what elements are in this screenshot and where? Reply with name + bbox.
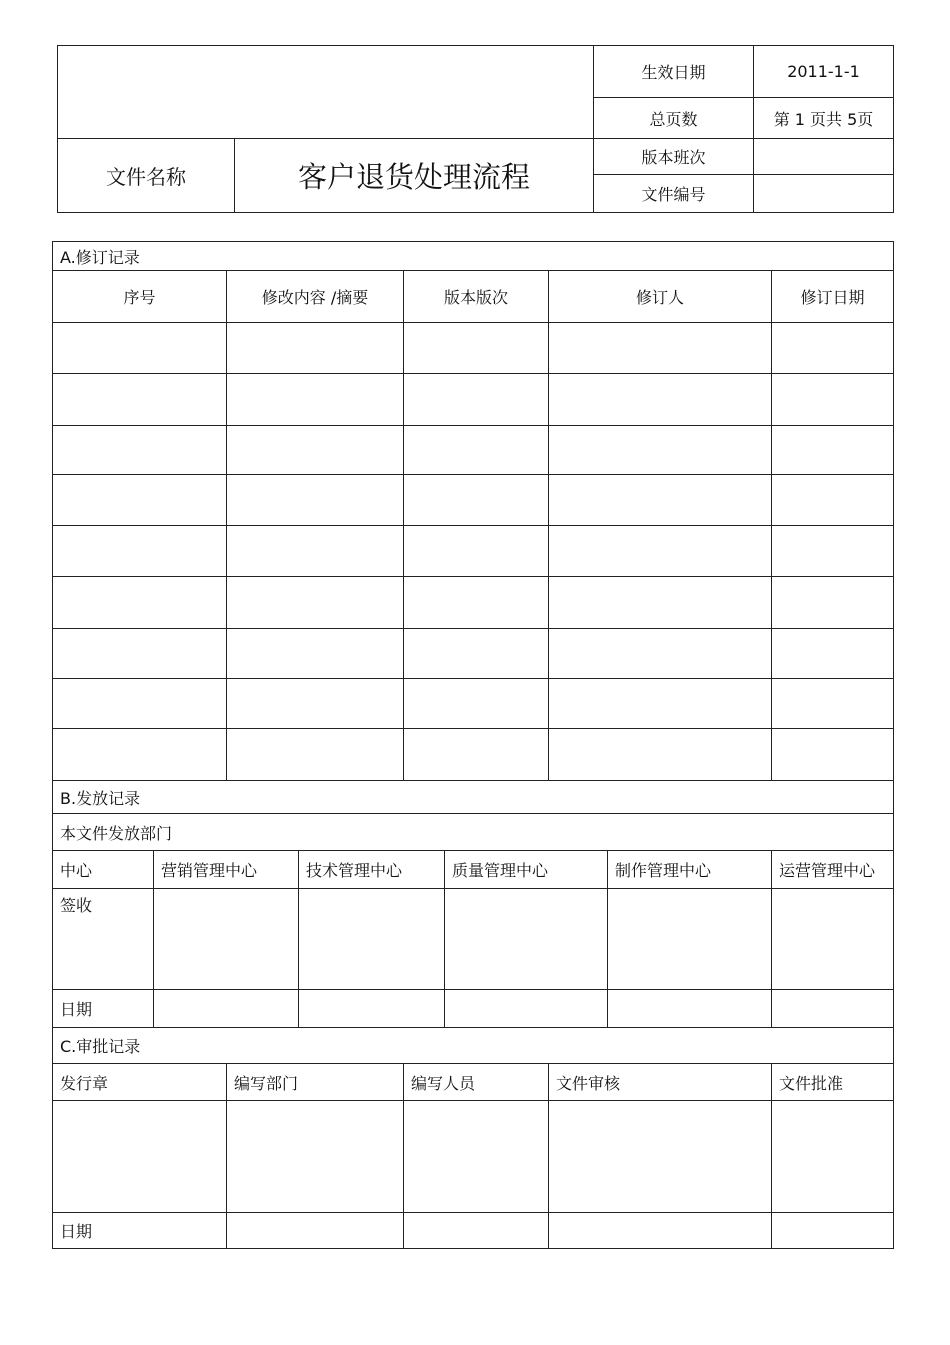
table-row bbox=[53, 374, 894, 426]
revision-cell[interactable] bbox=[772, 323, 894, 374]
revision-cell[interactable] bbox=[549, 426, 772, 475]
revision-cell[interactable] bbox=[53, 577, 227, 629]
date-cell[interactable] bbox=[154, 990, 299, 1028]
revision-cell[interactable] bbox=[227, 629, 404, 679]
revision-cell[interactable] bbox=[404, 577, 549, 629]
sign-label: 签收 bbox=[53, 889, 154, 990]
revision-cell[interactable] bbox=[227, 679, 404, 729]
approval-date-cell[interactable] bbox=[404, 1213, 549, 1249]
table-row bbox=[53, 577, 894, 629]
table-row bbox=[53, 729, 894, 781]
approval-cell[interactable] bbox=[227, 1101, 404, 1213]
file-name-label: 文件名称 bbox=[58, 139, 235, 213]
revision-cell[interactable] bbox=[772, 426, 894, 475]
revision-col-no: 序号 bbox=[53, 271, 227, 323]
revision-cell[interactable] bbox=[53, 426, 227, 475]
distribution-subtitle: 本文件发放部门 bbox=[53, 814, 894, 851]
distribution-sign-row bbox=[53, 889, 894, 990]
total-pages-value: 第 1 页共 5页 bbox=[754, 98, 894, 139]
effective-date-label: 生效日期 bbox=[594, 46, 754, 98]
revision-cell[interactable] bbox=[549, 729, 772, 781]
distribution-date-label: 日期 bbox=[53, 990, 154, 1028]
revision-cell[interactable] bbox=[404, 679, 549, 729]
approval-col-dept: 编写部门 bbox=[227, 1064, 404, 1101]
revision-cell[interactable] bbox=[549, 679, 772, 729]
revision-cell[interactable] bbox=[404, 323, 549, 374]
revision-cell[interactable] bbox=[53, 475, 227, 526]
approval-date-cell[interactable] bbox=[772, 1213, 894, 1249]
revision-cell[interactable] bbox=[549, 526, 772, 577]
sign-cell[interactable] bbox=[772, 889, 894, 990]
dept-technology: 技术管理中心 bbox=[299, 851, 445, 889]
table-row bbox=[53, 629, 894, 679]
revision-cell[interactable] bbox=[549, 475, 772, 526]
approval-section-title: C.审批记录 bbox=[53, 1028, 894, 1064]
revision-cell[interactable] bbox=[227, 475, 404, 526]
revision-col-date: 修订日期 bbox=[772, 271, 894, 323]
revision-cell[interactable] bbox=[404, 374, 549, 426]
sign-cell[interactable] bbox=[299, 889, 445, 990]
dept-production: 制作管理中心 bbox=[608, 851, 772, 889]
revision-col-version: 版本版次 bbox=[404, 271, 549, 323]
center-label: 中心 bbox=[53, 851, 154, 889]
date-cell[interactable] bbox=[772, 990, 894, 1028]
revision-header-row bbox=[53, 271, 894, 323]
sign-cell[interactable] bbox=[608, 889, 772, 990]
doc-number-value bbox=[754, 175, 894, 213]
approval-cell[interactable] bbox=[772, 1101, 894, 1213]
revision-cell[interactable] bbox=[772, 475, 894, 526]
revision-cell[interactable] bbox=[772, 577, 894, 629]
records-table bbox=[52, 241, 894, 1249]
approval-col-approve: 文件批准 bbox=[772, 1064, 894, 1101]
revision-cell[interactable] bbox=[772, 679, 894, 729]
date-cell[interactable] bbox=[445, 990, 608, 1028]
total-pages-label: 总页数 bbox=[594, 98, 754, 139]
revision-cell[interactable] bbox=[772, 526, 894, 577]
doc-number-label: 文件编号 bbox=[594, 175, 754, 213]
approval-col-seal: 发行章 bbox=[53, 1064, 227, 1101]
dept-marketing: 营销管理中心 bbox=[154, 851, 299, 889]
revision-cell[interactable] bbox=[549, 577, 772, 629]
approval-sign-row bbox=[53, 1101, 894, 1213]
revision-section-title: A.修订记录 bbox=[53, 242, 894, 271]
table-row bbox=[53, 679, 894, 729]
sign-cell[interactable] bbox=[445, 889, 608, 990]
revision-cell[interactable] bbox=[53, 729, 227, 781]
approval-col-writer: 编写人员 bbox=[404, 1064, 549, 1101]
revision-cell[interactable] bbox=[772, 374, 894, 426]
revision-cell[interactable] bbox=[53, 629, 227, 679]
approval-date-row bbox=[53, 1213, 894, 1249]
revision-cell[interactable] bbox=[549, 323, 772, 374]
approval-col-review: 文件审核 bbox=[549, 1064, 772, 1101]
revision-cell[interactable] bbox=[549, 374, 772, 426]
table-row bbox=[53, 426, 894, 475]
date-cell[interactable] bbox=[608, 990, 772, 1028]
approval-header-row bbox=[53, 1064, 894, 1101]
dept-quality: 质量管理中心 bbox=[445, 851, 608, 889]
revision-cell[interactable] bbox=[227, 323, 404, 374]
revision-cell[interactable] bbox=[772, 629, 894, 679]
revision-cell[interactable] bbox=[227, 426, 404, 475]
revision-cell[interactable] bbox=[404, 426, 549, 475]
effective-date-value: 2011-1-1 bbox=[754, 46, 894, 98]
dept-operations: 运营管理中心 bbox=[772, 851, 894, 889]
approval-cell[interactable] bbox=[53, 1101, 227, 1213]
revision-cell[interactable] bbox=[53, 526, 227, 577]
table-row bbox=[53, 323, 894, 374]
approval-date-cell[interactable] bbox=[549, 1213, 772, 1249]
approval-cell[interactable] bbox=[549, 1101, 772, 1213]
revision-col-reviser: 修订人 bbox=[549, 271, 772, 323]
table-row bbox=[53, 475, 894, 526]
approval-date-label: 日期 bbox=[53, 1213, 227, 1249]
revision-cell[interactable] bbox=[549, 629, 772, 679]
revision-cell[interactable] bbox=[404, 526, 549, 577]
revision-cell[interactable] bbox=[404, 629, 549, 679]
revision-cell[interactable] bbox=[53, 323, 227, 374]
version-value bbox=[754, 139, 894, 175]
date-cell[interactable] bbox=[299, 990, 445, 1028]
version-label: 版本班次 bbox=[594, 139, 754, 175]
table-row bbox=[53, 526, 894, 577]
revision-cell[interactable] bbox=[53, 374, 227, 426]
revision-cell[interactable] bbox=[227, 526, 404, 577]
sign-cell[interactable] bbox=[154, 889, 299, 990]
document-title: 客户退货处理流程 bbox=[235, 139, 594, 213]
revision-cell[interactable] bbox=[227, 729, 404, 781]
distribution-section-title: B.发放记录 bbox=[53, 781, 894, 814]
header-blank-area bbox=[58, 46, 594, 139]
distribution-dept-row bbox=[53, 851, 894, 889]
revision-cell[interactable] bbox=[53, 679, 227, 729]
approval-cell[interactable] bbox=[404, 1101, 549, 1213]
revision-cell[interactable] bbox=[227, 374, 404, 426]
revision-cell[interactable] bbox=[404, 729, 549, 781]
approval-date-cell[interactable] bbox=[227, 1213, 404, 1249]
revision-cell[interactable] bbox=[772, 729, 894, 781]
header-table bbox=[57, 45, 894, 213]
distribution-date-row bbox=[53, 990, 894, 1028]
revision-cell[interactable] bbox=[404, 475, 549, 526]
revision-col-content: 修改内容 /摘要 bbox=[227, 271, 404, 323]
revision-cell[interactable] bbox=[227, 577, 404, 629]
